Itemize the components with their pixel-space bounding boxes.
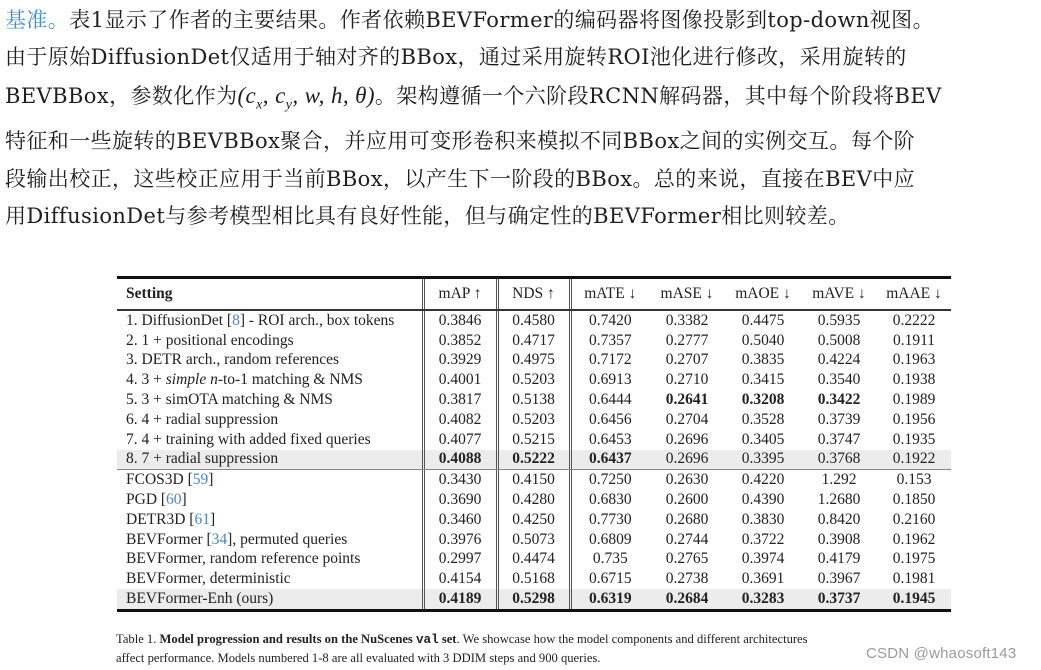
setting-cell: 1. DiffusionDet [8] - ROI arch., box tokens — [117, 311, 423, 331]
metric-cell: 0.8420 — [817, 510, 861, 528]
metric-cell: 0.4250 — [497, 510, 570, 530]
table-row — [117, 311, 951, 331]
metric-cell: 0.2630 — [665, 471, 709, 489]
metric-cell: 0.1938 — [892, 371, 936, 389]
metric-cell: 0.3415 — [741, 371, 785, 389]
table-row — [117, 410, 951, 430]
setting-cell: BEVFormer [34], permuted queries — [117, 530, 423, 550]
metric-cell: 0.6830 — [588, 491, 632, 509]
metric-cell: 0.3422 — [817, 391, 861, 409]
metric-cell: 0.1945 — [877, 589, 951, 609]
ablation-group — [117, 311, 951, 469]
metric-cell: 0.3691 — [741, 570, 785, 588]
para-line-2: 由于原始DiffusionDet仅适用于轴对齐的BBox，通过采用旋转ROI池化进行修改，采用旋转的 — [5, 45, 907, 70]
table-header-row — [117, 279, 951, 309]
metric-cell: 0.1911 — [892, 331, 936, 349]
body-paragraph — [5, 2, 1041, 235]
setting-cell: 8. 7 + radial suppression — [117, 450, 423, 470]
metric-cell: 0.1935 — [892, 430, 936, 448]
metric-cell: 0.2684 — [649, 589, 725, 609]
metric-cell: 0.3768 — [801, 450, 877, 470]
metric-cell: 0.4088 — [423, 450, 497, 470]
setting-cell: 7. 4 + training with added fixed queries — [117, 430, 423, 450]
metric-cell: 0.3283 — [725, 589, 801, 609]
metric-cell: 0.4189 — [423, 589, 497, 609]
metric-cell: 0.1850 — [892, 491, 936, 509]
setting-cell: 2. 1 + positional encodings — [117, 331, 423, 351]
metric-cell: 0.6437 — [570, 450, 649, 470]
metric-cell: 0.4475 — [741, 311, 785, 329]
metric-cell: 0.2641 — [665, 391, 709, 409]
bbox-parameterization-formula: ($c_x$, $c_y$, w, h, θ) — [237, 82, 375, 113]
para-line-1: 表1显示了作者的主要结果。作者依赖BEVFormer的编码器将图像投影到top-down视图。 — [69, 8, 934, 32]
metric-cell: 0.7172 — [588, 351, 632, 369]
header-maoe: mAOE ↓ — [735, 285, 791, 302]
metric-cell: 0.7420 — [588, 311, 632, 329]
metric-cell: 0.735 — [592, 550, 628, 568]
metric-cell: 0.4280 — [497, 490, 570, 510]
citation-link[interactable]: 8 — [232, 311, 240, 329]
metric-cell: 0.6319 — [570, 589, 649, 609]
metric-cell: 0.5203 — [497, 410, 570, 430]
header-setting: Setting — [117, 279, 423, 309]
metric-cell: 0.2744 — [665, 530, 709, 548]
metric-cell: 0.3967 — [817, 570, 861, 588]
header-nds: NDS ↑ — [497, 279, 570, 309]
metric-cell: 0.2738 — [665, 570, 709, 588]
metric-cell: 0.2696 — [649, 450, 725, 470]
metric-cell: 0.3908 — [817, 530, 861, 548]
header-maae: mAAE ↓ — [886, 285, 942, 302]
metric-cell: 1.292 — [821, 471, 857, 489]
metric-cell: 0.2696 — [665, 430, 709, 448]
setting-cell: FCOS3D [59] — [117, 470, 423, 490]
table-row — [117, 370, 951, 390]
metric-cell: 0.3739 — [817, 410, 861, 428]
metric-cell: 0.6809 — [588, 530, 632, 548]
metric-cell: 0.3208 — [741, 391, 785, 409]
metric-cell: 0.3690 — [423, 490, 497, 510]
table-caption: Table 1. Model progression and results on the NuScenes val set. We showcase how the model components and different architectures affect performance. Models numbered 1-8 are all evaluated with 3 DDIM steps and 900 queries. — [116, 632, 808, 665]
table-row — [117, 331, 951, 351]
metric-cell: 0.2765 — [665, 550, 709, 568]
metric-cell: 0.4077 — [423, 430, 497, 450]
metric-cell: 0.1922 — [877, 450, 951, 470]
metric-cell: 0.5040 — [741, 331, 785, 349]
metric-cell: 0.3430 — [423, 470, 497, 490]
metric-cell: 0.1975 — [892, 550, 936, 568]
table-row — [117, 490, 951, 510]
metric-cell: 0.1989 — [892, 391, 936, 409]
metric-cell: 0.5008 — [817, 331, 861, 349]
header-map: mAP ↑ — [423, 279, 497, 309]
metric-cell: 0.6456 — [588, 410, 632, 428]
metric-cell: 0.4975 — [497, 351, 570, 371]
metric-cell: 0.3460 — [423, 510, 497, 530]
metric-cell: 0.4001 — [423, 370, 497, 390]
metric-cell: 0.4220 — [741, 471, 785, 489]
header-mase: mASE ↓ — [660, 285, 714, 302]
metric-cell: 0.6715 — [588, 570, 632, 588]
metric-cell: 0.1962 — [892, 530, 936, 548]
baselines-group — [117, 470, 951, 609]
table-row — [117, 450, 951, 470]
metric-cell: 0.2777 — [665, 331, 709, 349]
metric-cell: 0.5073 — [497, 530, 570, 550]
section-lead: 基准。 — [5, 8, 70, 32]
setting-cell: BEVFormer, deterministic — [117, 569, 423, 589]
metric-cell: 0.6913 — [588, 371, 632, 389]
metric-cell: 0.153 — [896, 471, 932, 489]
setting-cell: 4. 3 + simple n-to-1 matching & NMS — [117, 370, 423, 390]
setting-cell: BEVFormer-Enh (ours) — [117, 589, 423, 609]
metric-cell: 0.3722 — [741, 530, 785, 548]
metric-cell: 0.3830 — [741, 510, 785, 528]
metric-cell: 0.5168 — [497, 569, 570, 589]
table-row — [117, 569, 951, 589]
metric-cell: 0.7357 — [588, 331, 632, 349]
para-line-4: 特征和一些旋转的BEVBBox聚合，并应用可变形卷积来模拟不同BBox之间的实例交互。每个阶 — [5, 129, 916, 154]
metric-cell: 0.5298 — [497, 589, 570, 609]
metric-cell: 0.3405 — [741, 430, 785, 448]
metric-cell: 0.1981 — [892, 570, 936, 588]
setting-cell: 5. 3 + simOTA matching & NMS — [117, 390, 423, 410]
metric-cell: 0.1956 — [892, 410, 936, 428]
results-table-header — [117, 279, 951, 309]
metric-cell: 0.4474 — [497, 550, 570, 570]
metric-cell: 0.4580 — [497, 311, 570, 331]
metric-cell: 0.3929 — [423, 351, 497, 371]
metric-cell: 0.3974 — [741, 550, 785, 568]
metric-cell: 0.4150 — [497, 470, 570, 490]
para-line-5: 段输出校正，这些校正应用于当前BBox，以产生下一阶段的BBox。总的来说，直接在BEV中应 — [5, 166, 916, 191]
table-bottom-rule — [117, 609, 951, 612]
metric-cell: 0.2600 — [665, 491, 709, 509]
metric-cell: 0.6453 — [588, 430, 632, 448]
metric-cell: 0.1963 — [892, 351, 936, 369]
table-row — [117, 430, 951, 450]
metric-cell: 0.3846 — [423, 311, 497, 331]
setting-cell: 3. DETR arch., random references — [117, 351, 423, 371]
setting-cell: 6. 4 + radial suppression — [117, 410, 423, 430]
para-line-6: 用DiffusionDet与参考模型相比具有良好性能，但与确定性的BEVFormer相比则较差。 — [5, 204, 850, 229]
metric-cell: 0.2222 — [892, 311, 936, 329]
citation-link[interactable]: 59 — [192, 471, 209, 489]
metric-cell: 0.3528 — [741, 410, 785, 428]
metric-cell: 0.4179 — [817, 550, 861, 568]
metric-cell: 0.5203 — [497, 370, 570, 390]
metric-cell: 0.6444 — [588, 391, 632, 409]
metric-cell: 0.4154 — [423, 569, 497, 589]
metric-cell: 0.3395 — [725, 450, 801, 470]
metric-cell: 0.3817 — [423, 390, 497, 410]
metric-cell: 0.2680 — [665, 510, 709, 528]
header-mate: mATE ↓ — [584, 285, 637, 302]
table-row — [117, 510, 951, 530]
metric-cell: 0.7250 — [588, 471, 632, 489]
table-row — [117, 530, 951, 550]
setting-cell: PGD [60] — [117, 490, 423, 510]
metric-cell: 0.2710 — [665, 371, 709, 389]
metric-cell: 0.3747 — [817, 430, 861, 448]
metric-cell: 0.3382 — [665, 311, 709, 329]
metric-cell: 0.2997 — [423, 550, 497, 570]
metric-cell: 0.5222 — [497, 450, 570, 470]
metric-cell: 0.3976 — [423, 530, 497, 550]
metric-cell: 0.7730 — [588, 510, 632, 528]
watermark: CSDN @whaosoft143 — [866, 645, 1017, 662]
metric-cell: 0.4717 — [497, 331, 570, 351]
citation-link[interactable]: 60 — [166, 491, 182, 509]
metric-cell: 0.4082 — [423, 410, 497, 430]
setting-cell: DETR3D [61] — [117, 510, 423, 530]
table-row — [117, 550, 951, 570]
metric-cell: 0.3852 — [423, 331, 497, 351]
para-line-3b: 。架构遵循一个六阶段RCNN解码器，其中每个阶段将BEV — [374, 83, 942, 108]
metric-cell: 0.2707 — [665, 351, 709, 369]
metric-cell: 0.2160 — [892, 510, 936, 528]
metric-cell: 0.5138 — [497, 390, 570, 410]
table-row — [117, 589, 951, 609]
results-table — [117, 276, 951, 612]
para-line-3a: BEVBBox，参数化作为 — [5, 83, 238, 108]
metric-cell: 0.4390 — [741, 491, 785, 509]
metric-cell: 0.5215 — [497, 430, 570, 450]
metric-cell: 0.2704 — [665, 410, 709, 428]
table-row — [117, 351, 951, 371]
table-row — [117, 390, 951, 410]
metric-cell: 0.3540 — [817, 371, 861, 389]
metric-cell: 0.3737 — [801, 589, 877, 609]
citation-link[interactable]: 34 — [211, 530, 228, 548]
metric-cell: 0.5935 — [817, 311, 861, 329]
setting-cell: BEVFormer, random reference points — [117, 550, 423, 570]
citation-link[interactable]: 61 — [194, 510, 210, 528]
metric-cell: 0.3835 — [741, 351, 785, 369]
metric-cell: 0.4224 — [817, 351, 861, 369]
table-row — [117, 470, 951, 490]
header-mave: mAVE ↓ — [812, 285, 866, 302]
metric-cell: 1.2680 — [817, 491, 861, 509]
